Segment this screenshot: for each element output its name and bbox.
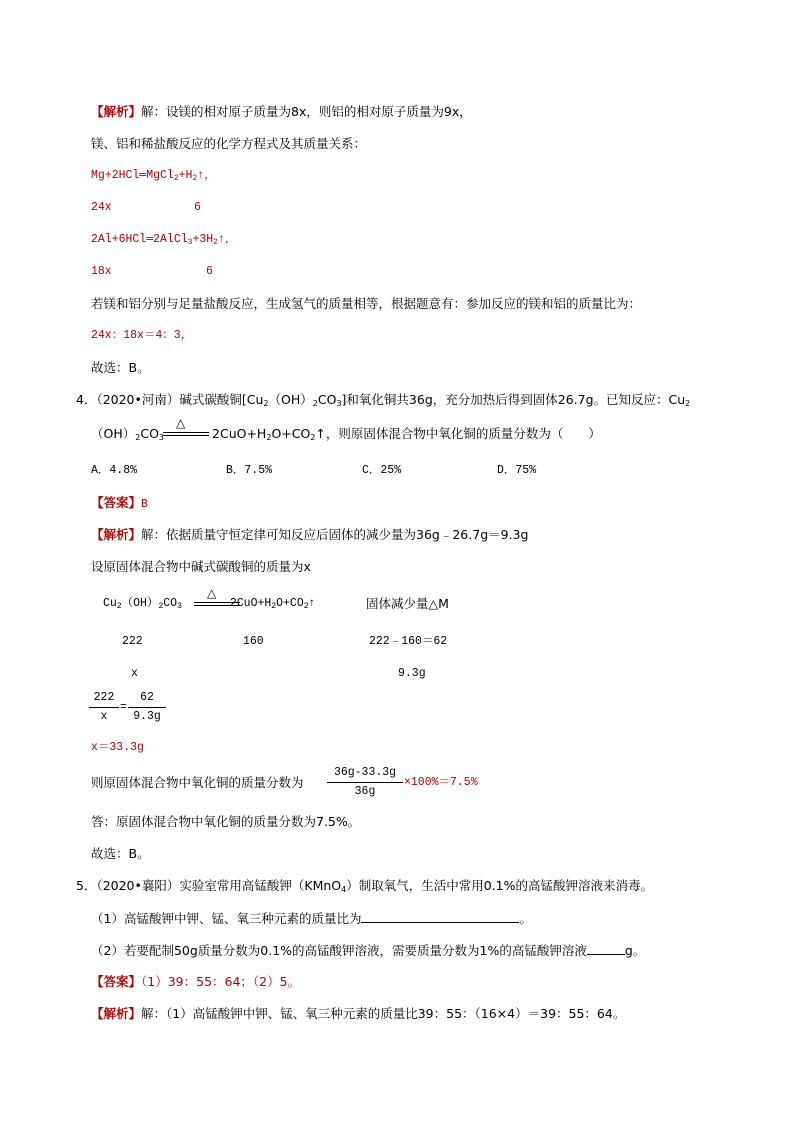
- eq-sub: 2: [192, 174, 198, 183]
- eq-part: +H: [178, 169, 193, 182]
- q4-text: （OH）: [268, 392, 313, 407]
- solution-line-2: 镁、铝和稀盐酸反应的化学方程式及其质量关系：: [91, 136, 367, 151]
- eq-part: ↑，: [197, 169, 216, 182]
- q5-text: 。: [519, 911, 532, 926]
- question-5-part-1: [91, 910, 532, 927]
- proportion-equals: =: [120, 701, 127, 714]
- eq-sub: 2: [213, 238, 218, 247]
- solution-line-1: [91, 104, 472, 120]
- q4-sub: 3: [336, 399, 342, 408]
- percent-calc-result: ×100%＝7.5%: [404, 776, 478, 789]
- heat-symbol: △: [207, 586, 217, 600]
- eq-sub: 2: [271, 602, 277, 611]
- q4-text: CO: [140, 426, 159, 441]
- solution-4-choice: 故选：B。: [91, 846, 150, 861]
- fraction-bar: [128, 707, 166, 708]
- eq-sub: 3: [177, 602, 182, 611]
- question-4-line-2: [91, 426, 601, 442]
- eq-sub: 2: [158, 602, 164, 611]
- solution-choice: 故选：B。: [91, 360, 150, 375]
- heat-symbol: △: [176, 416, 186, 430]
- q4-sub: 2: [685, 399, 691, 408]
- proportion-left: [89, 690, 119, 725]
- q4-text: 2CuO+H: [212, 426, 267, 441]
- fraction-bar: [89, 707, 119, 708]
- option-b: B．7.5%: [226, 464, 273, 477]
- answer-value: （1）39：55：64；（2）5。: [141, 974, 301, 989]
- al-value-right: 6: [206, 265, 213, 278]
- q5-text: 5．（2020•襄阳）实验室常用高锰酸钾（KMnO: [76, 878, 342, 893]
- solution-4-line-1: [91, 527, 528, 543]
- q4-sub: 2: [266, 433, 272, 442]
- eq-part: +3H: [192, 233, 214, 246]
- option-c: C．25%: [362, 464, 402, 477]
- option-d: D．75%: [497, 464, 537, 477]
- answer-tag: 【答案】: [91, 974, 142, 989]
- ratio-row-1-c: 222﹣160＝62: [369, 635, 448, 648]
- solution-5-line-1: [91, 1006, 625, 1022]
- solution-4-answer: 答：原固体混合物中氧化铜的质量分数为7.5%。: [91, 814, 361, 829]
- solution-text: 解：依据质量守恒定律可知反应后固体的减少量为36g﹣26.7g＝9.3g: [141, 527, 529, 542]
- ratio-row-2-b: 9.3g: [398, 667, 426, 680]
- solution-ratio: 24x：18x＝4：3，: [91, 329, 193, 342]
- q5-text: （1）高锰酸钾中钾、锰、氧三种元素的质量比为: [91, 911, 362, 926]
- mass-decrease-label: 固体减少量△M: [366, 596, 449, 611]
- question-5-line-1: [76, 878, 653, 894]
- eq-sub: 2: [173, 174, 179, 183]
- answer-blank[interactable]: [587, 942, 625, 955]
- eq-part: Cu: [103, 597, 117, 610]
- equation-mg: [91, 168, 216, 184]
- ratio-row-1-b: 160: [243, 635, 264, 648]
- eq-part: Mg+2HCl═MgCl: [91, 169, 174, 182]
- fraction-denominator: x: [100, 710, 108, 723]
- fraction-bar: [327, 782, 403, 783]
- ratio-row-2-a: x: [131, 667, 138, 680]
- x-value: x＝33.3g: [91, 741, 144, 754]
- eq-sub: 2: [116, 602, 122, 611]
- q4-sub: 3: [158, 433, 165, 442]
- analysis-tag: 【解析】: [91, 104, 142, 119]
- mg-value-left: 24x: [91, 201, 112, 214]
- solution-text: 解：（1）高锰酸钾中钾、锰、氧三种元素的质量比39：55：（16×4）＝39：55：64。: [141, 1006, 626, 1021]
- answer-4: [91, 495, 148, 513]
- eq-sub: 3: [187, 238, 193, 247]
- eq-part: O+CO: [276, 597, 304, 610]
- percent-calc-prefix: 则原固体混合物中氧化铜的质量分数为: [91, 775, 304, 790]
- fraction-numerator: 62: [140, 691, 154, 704]
- eq-part: 2Al+6HCl═2AlCl: [91, 233, 188, 246]
- proportion-right: [128, 690, 166, 725]
- q5-text: g。: [624, 943, 646, 958]
- answer-5: [91, 974, 300, 990]
- q4-sub: 2: [312, 399, 318, 408]
- solution-4-equation: [103, 596, 315, 612]
- answer-value: B: [141, 498, 148, 511]
- question-5-part-2: [91, 942, 645, 959]
- equation-al: [91, 232, 236, 248]
- solution-4-line-2: 设原固体混合物中碱式碳酸铜的质量为x: [91, 559, 311, 574]
- percent-fraction: [327, 765, 403, 800]
- eq-part: （OH）: [121, 597, 159, 610]
- mg-value-right: 6: [194, 201, 201, 214]
- q5-sub: 4: [341, 885, 347, 894]
- eq-part: CO: [163, 597, 178, 610]
- q4-text: （OH）: [91, 426, 136, 441]
- q4-text: CO: [317, 392, 337, 407]
- eq-sub: 2: [303, 602, 309, 611]
- q5-text: （2）若要配制50g质量分数为0.1%的高锰酸钾溶液，需要质量分数为1%的高锰酸钾溶液: [91, 943, 587, 958]
- fraction-numerator: 36g-33.3g: [333, 766, 397, 779]
- q4-text: ↑，则原固体混合物中氧化铜的质量分数为（ ）: [315, 426, 601, 441]
- question-4-line-1: [76, 392, 690, 408]
- answer-tag: 【答案】: [91, 495, 142, 510]
- fraction-numerator: 222: [93, 691, 115, 704]
- eq-part: ↑，: [217, 233, 237, 246]
- analysis-tag: 【解析】: [91, 1006, 142, 1021]
- option-a: A．4.8%: [91, 464, 138, 477]
- fraction-denominator: 36g: [354, 785, 376, 798]
- q4-sub: 2: [263, 399, 269, 408]
- solution-text: 解：设镁的相对原子质量为8x，则铝的相对原子质量为9x，: [141, 104, 472, 119]
- q4-text: O+CO: [271, 426, 311, 441]
- analysis-tag: 【解析】: [91, 527, 142, 542]
- eq-part: 2CuO+H: [229, 597, 272, 610]
- answer-blank[interactable]: [361, 910, 519, 923]
- eq-part: ↑: [308, 597, 316, 610]
- ratio-row-1-a: 222: [122, 635, 143, 648]
- q5-text: ）制取氧气，生活中常用0.1%的高锰酸钾溶液来消毒。: [346, 878, 653, 893]
- solution-line-3: 若镁和铝分别与足量盐酸反应，生成氢气的质量相等，根据题意有：参加反应的镁和铝的质量比为：: [91, 296, 642, 311]
- q4-sub: 2: [135, 433, 141, 442]
- q4-text: ]和氧化铜共36g，充分加热后得到固体26.7g。已知反应：Cu: [341, 392, 686, 407]
- al-value-left: 18x: [91, 265, 112, 278]
- fraction-denominator: 9.3g: [133, 710, 161, 723]
- q4-text: 4．（2020•河南）碱式碳酸铜[Cu: [76, 392, 264, 407]
- q4-sub: 2: [310, 433, 316, 442]
